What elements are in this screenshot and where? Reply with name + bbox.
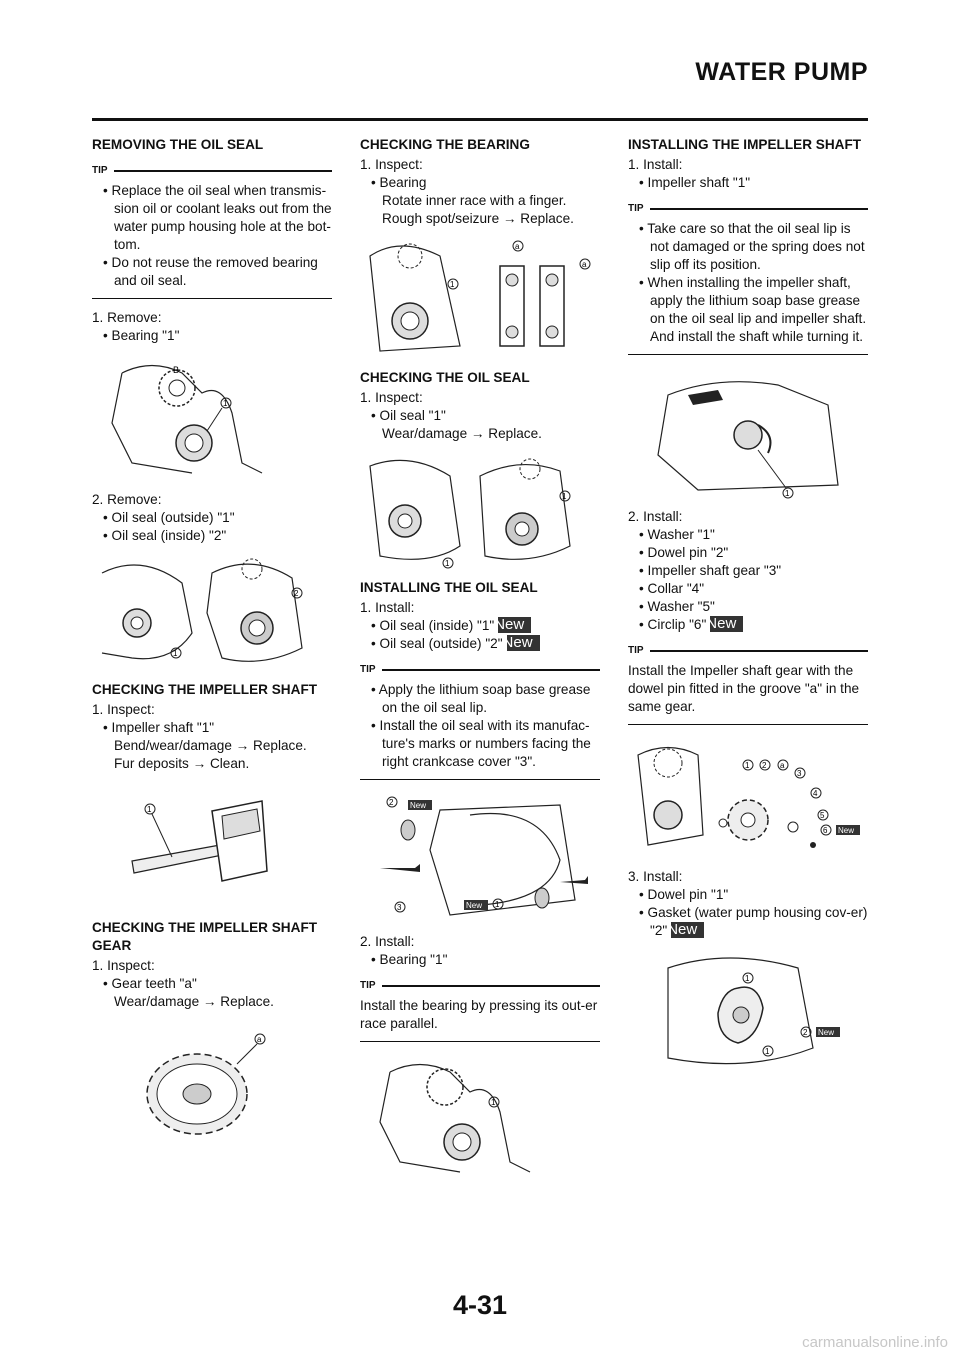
- tip-header: TIP: [360, 977, 600, 995]
- new-part-badge: New: [710, 616, 743, 632]
- step-text: 1. Remove:: [92, 310, 162, 325]
- bullet-item: • Impeller shaft "1": [103, 720, 215, 735]
- bearing-install-figure: [360, 1052, 560, 1182]
- bullet-item: • Collar "4": [639, 581, 705, 596]
- step-text: 2. Install:: [360, 934, 415, 949]
- svg-text:3: 3: [397, 903, 402, 912]
- svg-text:1: 1: [745, 761, 750, 770]
- section-heading: INSTALLING THE OIL SEAL: [360, 580, 538, 595]
- tip-header: TIP: [92, 162, 332, 180]
- tip-bullet: • Apply the lithium soap base grease on the oil seal lip.: [371, 682, 591, 715]
- svg-text:6: 6: [823, 826, 828, 835]
- bullet-item: • Dowel pin "1": [639, 887, 729, 902]
- svg-text:2: 2: [294, 589, 299, 598]
- bullet-item: • Bearing: [371, 175, 427, 190]
- tip-text: Install the Impeller shaft gear with the dowel pin fitted in the groove "a" in the same gear.: [628, 663, 860, 714]
- svg-text:1: 1: [745, 974, 750, 983]
- bullet-item: • Oil seal (inside) "1"New: [360, 617, 600, 635]
- svg-text:1: 1: [765, 1047, 770, 1056]
- bullet-item: • Gasket (water pump housing cov-er) "2"New: [639, 905, 868, 938]
- tip-box: [92, 162, 332, 299]
- section-heading: CHECKING THE OIL SEAL: [360, 370, 530, 385]
- sub-text: Fur deposits → Clean.: [114, 756, 250, 771]
- step-text: 1. Inspect:: [92, 958, 155, 973]
- svg-text:a: a: [257, 1035, 262, 1044]
- new-part-badge: New: [671, 922, 704, 938]
- svg-text:3: 3: [797, 769, 802, 778]
- bearing-check-figure: [360, 236, 600, 361]
- bullet-item: • Circlip "6"New: [628, 616, 868, 634]
- step-text: 1. Inspect:: [92, 702, 155, 717]
- bullet-item: • Oil seal (outside) "2"New: [360, 635, 600, 653]
- oil-seal-install-figure: [360, 790, 590, 925]
- sub-text: Wear/damage → Replace.: [114, 994, 274, 1009]
- svg-text:2: 2: [389, 798, 394, 807]
- gear-figure: [92, 1019, 292, 1159]
- step-text: 2. Remove:: [92, 492, 162, 507]
- svg-text:1: 1: [223, 399, 228, 408]
- svg-text:1: 1: [173, 649, 178, 658]
- svg-text:2: 2: [762, 761, 767, 770]
- step-text: 1. Install:: [628, 157, 683, 172]
- svg-text:a: a: [515, 242, 520, 251]
- bullet-item: • Bearing "1": [103, 328, 180, 343]
- sub-text: Wear/damage → Replace.: [382, 426, 542, 441]
- bullet-item: • Dowel pin "2": [639, 545, 729, 560]
- sub-text: Bend/wear/damage → Replace.: [114, 738, 307, 753]
- tip-header: TIP: [628, 642, 868, 660]
- bearing-removal-figure: [92, 353, 292, 483]
- impeller-shaft-figure: [92, 781, 292, 901]
- impeller-shaft-install-figure: [628, 365, 858, 500]
- svg-text:1: 1: [450, 280, 455, 289]
- watermark: carmanualsonline.info: [802, 1334, 948, 1351]
- step-text: 1. Inspect:: [360, 390, 423, 405]
- svg-text:B: B: [173, 365, 180, 375]
- column-3: [628, 136, 868, 1086]
- svg-text:New: New: [410, 801, 427, 810]
- bullet-item: • Impeller shaft gear "3": [639, 563, 782, 578]
- tip-bullet: • Install the oil seal with its manufac-ture's marks or numbers facing the right crankcase cover "3".: [371, 718, 591, 769]
- bullet-item: • Washer "5": [639, 599, 715, 614]
- sub-text: Rough spot/seizure → Replace.: [382, 211, 574, 226]
- svg-text:2: 2: [803, 1028, 808, 1037]
- svg-text:1: 1: [495, 900, 500, 909]
- oil-seal-check-figure: [360, 451, 590, 571]
- bullet-item: • Washer "1": [639, 527, 715, 542]
- bullet-item: • Oil seal (outside) "1": [103, 510, 235, 525]
- svg-text:New: New: [466, 901, 483, 910]
- tip-box: [360, 977, 600, 1042]
- tip-header: TIP: [360, 661, 600, 679]
- tip-bullet: • Take care so that the oil seal lip is not damaged or the spring does not slip off its position.: [639, 221, 865, 272]
- step-text: 2. Install:: [628, 509, 683, 524]
- step-text: 3. Install:: [628, 869, 683, 884]
- bullet-item: • Impeller shaft "1": [639, 175, 751, 190]
- svg-text:1: 1: [445, 559, 450, 568]
- step-text: 1. Inspect:: [360, 157, 423, 172]
- page-number: 4-31: [452, 1290, 508, 1320]
- svg-text:1: 1: [147, 805, 152, 814]
- new-part-badge: New: [498, 617, 531, 633]
- svg-text:5: 5: [820, 811, 825, 820]
- sub-text: Rotate inner race with a finger.: [382, 193, 567, 208]
- tip-bullet: • When installing the impeller shaft, apply the lithium soap base grease on the oil seal lip and impeller shaft. And install the shaft while turning it.: [639, 275, 867, 344]
- svg-text:1: 1: [562, 492, 567, 501]
- section-heading: INSTALLING THE IMPELLER SHAFT: [628, 137, 862, 152]
- bullet-item: • Oil seal "1": [371, 408, 446, 423]
- tip-bullet: • Do not reuse the removed bearing and oil seal.: [103, 255, 318, 288]
- oil-seal-removal-figure: [92, 553, 322, 673]
- tip-bullet: • Replace the oil seal when transmis-sion oil or coolant leaks out from the water pump housing hole at the bot-tom.: [103, 183, 332, 252]
- section-heading: CHECKING THE IMPELLER SHAFT: [92, 682, 318, 697]
- bullet-item: • Gear teeth "a": [103, 976, 197, 991]
- gear-install-figure: [628, 735, 868, 860]
- gasket-install-figure: [628, 948, 858, 1078]
- tip-header: TIP: [628, 200, 868, 218]
- column-2: [360, 136, 600, 1190]
- tip-box: [628, 642, 868, 725]
- page-title: WATER PUMP: [695, 58, 868, 86]
- svg-text:New: New: [818, 1028, 835, 1037]
- svg-text:4: 4: [813, 789, 818, 798]
- svg-text:1: 1: [491, 1098, 496, 1107]
- tip-box: [628, 200, 868, 355]
- tip-box: [360, 661, 600, 780]
- tip-text: Install the bearing by pressing its out-er race parallel.: [360, 998, 598, 1031]
- svg-text:1: 1: [785, 489, 790, 498]
- svg-text:New: New: [838, 826, 855, 835]
- bullet-item: • Bearing "1": [371, 952, 448, 967]
- section-heading: CHECKING THE IMPELLER SHAFT GEAR: [92, 920, 318, 953]
- svg-text:a: a: [582, 260, 587, 269]
- bullet-item: • Oil seal (inside) "2": [103, 528, 227, 543]
- new-part-badge: New: [507, 635, 540, 651]
- section-heading: REMOVING THE OIL SEAL: [92, 137, 264, 152]
- header-rule: [92, 118, 868, 121]
- section-heading: CHECKING THE BEARING: [360, 137, 530, 152]
- step-text: 1. Install:: [360, 600, 415, 615]
- svg-text:a: a: [780, 761, 785, 770]
- column-1: [92, 136, 332, 1167]
